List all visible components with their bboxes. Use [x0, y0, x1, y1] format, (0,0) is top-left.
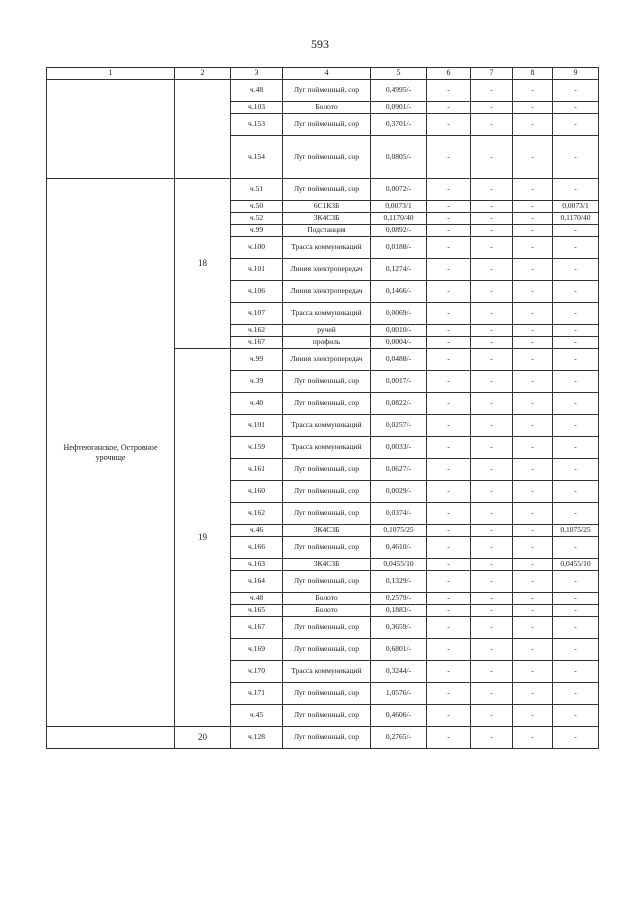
cell-c3: ч.103 — [231, 102, 283, 114]
cell-c8: - — [513, 80, 553, 102]
cell-c3: ч.164 — [231, 571, 283, 593]
cell-c4: 6С1К3Б — [283, 201, 371, 213]
cell-c5: 0,0017/- — [371, 371, 427, 393]
cell-c4: Луг пойменный, сор — [283, 114, 371, 136]
cell-c4: Луг пойменный, сор — [283, 537, 371, 559]
cell-c8: - — [513, 213, 553, 225]
cell-c6: - — [427, 437, 471, 459]
cell-c7: - — [471, 605, 513, 617]
cell-c3: ч.165 — [231, 605, 283, 617]
cell-c4: Болото — [283, 593, 371, 605]
cell-c9: - — [553, 437, 599, 459]
cell-c8: - — [513, 617, 553, 639]
cell-c4: Линия электропередач — [283, 281, 371, 303]
cell-c3: ч.160 — [231, 481, 283, 503]
cell-c8: - — [513, 259, 553, 281]
cell-c9: - — [553, 281, 599, 303]
cell-c4: Луг пойменный, сор — [283, 617, 371, 639]
cell-c3: ч.46 — [231, 525, 283, 537]
land-plots-table — [46, 67, 599, 749]
cell-c4: Луг пойменный, сор — [283, 459, 371, 481]
cell-c5: 1,0576/- — [371, 683, 427, 705]
cell-c5: 0,0029/- — [371, 481, 427, 503]
cell-c7: - — [471, 225, 513, 237]
cell-c7: - — [471, 281, 513, 303]
cell-c6: - — [427, 639, 471, 661]
cell-c4: Линия электропередач — [283, 349, 371, 371]
cell-c9: - — [553, 303, 599, 325]
cell-c6: - — [427, 303, 471, 325]
group-number-cell: 19 — [175, 349, 231, 727]
cell-c7: - — [471, 415, 513, 437]
cell-c4: Луг пойменный, сор — [283, 571, 371, 593]
header-cell: 4 — [283, 68, 371, 80]
cell-c4: Трасса коммуникаций — [283, 437, 371, 459]
cell-c6: - — [427, 415, 471, 437]
cell-c3: ч.169 — [231, 639, 283, 661]
cell-c4: ручей — [283, 325, 371, 337]
header-cell: 9 — [553, 68, 599, 80]
cell-c3: ч.167 — [231, 337, 283, 349]
cell-c8: - — [513, 201, 553, 213]
cell-c7: - — [471, 459, 513, 481]
cell-c5: 0,0073/1 — [371, 201, 427, 213]
cell-c3: ч.52 — [231, 213, 283, 225]
cell-c7: - — [471, 80, 513, 102]
cell-c7: - — [471, 237, 513, 259]
cell-c3: ч.39 — [231, 371, 283, 393]
cell-c8: - — [513, 102, 553, 114]
cell-c8: - — [513, 114, 553, 136]
cell-c7: - — [471, 559, 513, 571]
cell-c7: - — [471, 503, 513, 525]
cell-c5: 0,2579/- — [371, 593, 427, 605]
cell-c9: - — [553, 683, 599, 705]
cell-c7: - — [471, 201, 513, 213]
cell-c5: 0,0257/- — [371, 415, 427, 437]
cell-c4: Луг пойменный, сор — [283, 80, 371, 102]
cell-c5: 0,3701/- — [371, 114, 427, 136]
cell-c8: - — [513, 459, 553, 481]
cell-c6: - — [427, 337, 471, 349]
cell-c4: Трасса коммуникаций — [283, 303, 371, 325]
cell-c6: - — [427, 459, 471, 481]
cell-c5: 0,3244/- — [371, 661, 427, 683]
cell-c8: - — [513, 537, 553, 559]
cell-c7: - — [471, 114, 513, 136]
cell-c4: Трасса коммуникаций — [283, 415, 371, 437]
header-cell: 7 — [471, 68, 513, 80]
cell-c6: - — [427, 683, 471, 705]
cell-c3: ч.48 — [231, 80, 283, 102]
cell-c8: - — [513, 371, 553, 393]
cell-c3: ч.159 — [231, 437, 283, 459]
cell-c3: ч.170 — [231, 661, 283, 683]
cell-c8: - — [513, 325, 553, 337]
cell-c5: 0,1075/25 — [371, 525, 427, 537]
cell-c6: - — [427, 481, 471, 503]
cell-c4: Луг пойменный, сор — [283, 705, 371, 727]
cell-c6: - — [427, 349, 471, 371]
cell-c9: - — [553, 393, 599, 415]
cell-c6: - — [427, 593, 471, 605]
cell-c8: - — [513, 303, 553, 325]
cell-c6: - — [427, 727, 471, 749]
cell-c6: - — [427, 503, 471, 525]
cell-c9: 0,1075/25 — [553, 525, 599, 537]
cell-c4: 3К4С3Б — [283, 213, 371, 225]
table-body — [47, 68, 599, 749]
cell-c7: - — [471, 337, 513, 349]
cell-c9: - — [553, 415, 599, 437]
cell-c3: ч.50 — [231, 201, 283, 213]
table-row — [47, 179, 599, 201]
cell-c5: 0,0188/- — [371, 237, 427, 259]
cell-c9: - — [553, 102, 599, 114]
cell-c5: 0,0004/- — [371, 337, 427, 349]
header-cell: 6 — [427, 68, 471, 80]
cell-c4: Линия электропередач — [283, 259, 371, 281]
cell-c8: - — [513, 415, 553, 437]
cell-c5: 0,0072/- — [371, 179, 427, 201]
cell-c8: - — [513, 525, 553, 537]
cell-c7: - — [471, 537, 513, 559]
cell-c9: - — [553, 503, 599, 525]
cell-c6: - — [427, 617, 471, 639]
cell-c3: ч.106 — [231, 281, 283, 303]
cell-c9: - — [553, 481, 599, 503]
cell-c5: 0,0069/- — [371, 303, 427, 325]
cell-c9: - — [553, 705, 599, 727]
cell-c8: - — [513, 559, 553, 571]
cell-c5: 0,4606/- — [371, 705, 427, 727]
cell-c5: 0,1274/- — [371, 259, 427, 281]
cell-c5: 0,3659/- — [371, 617, 427, 639]
cell-c5: 0,4995/- — [371, 80, 427, 102]
cell-c7: - — [471, 213, 513, 225]
cell-c7: - — [471, 639, 513, 661]
cell-c7: - — [471, 727, 513, 749]
cell-c6: - — [427, 201, 471, 213]
cell-c9: 0,0455/10 — [553, 559, 599, 571]
cell-c3: ч.100 — [231, 237, 283, 259]
cell-c8: - — [513, 571, 553, 593]
cell-c5: 0,0033/- — [371, 437, 427, 459]
cell-c4: Трасса коммуникаций — [283, 661, 371, 683]
cell-c9: - — [553, 537, 599, 559]
cell-c5: 0,0805/- — [371, 136, 427, 179]
cell-c9: - — [553, 661, 599, 683]
cell-c9: - — [553, 349, 599, 371]
cell-c4: Луг пойменный, сор — [283, 727, 371, 749]
cell-c5: 0,4610/- — [371, 537, 427, 559]
cell-c7: - — [471, 617, 513, 639]
cell-c9: - — [553, 225, 599, 237]
cell-c6: - — [427, 102, 471, 114]
cell-c9: - — [553, 571, 599, 593]
cell-c6: - — [427, 559, 471, 571]
cell-c7: - — [471, 571, 513, 593]
cell-c5: 0,0822/- — [371, 393, 427, 415]
cell-c9: - — [553, 459, 599, 481]
cell-c7: - — [471, 259, 513, 281]
location-cell: Нефтеюганское, Островное урочище — [47, 179, 175, 727]
cell-c5: 0,1170/40 — [371, 213, 427, 225]
cell-c4: Луг пойменный, сор — [283, 371, 371, 393]
cell-c4: 3К4С3Б — [283, 525, 371, 537]
cell-c7: - — [471, 525, 513, 537]
cell-c7: - — [471, 349, 513, 371]
cell-c6: - — [427, 114, 471, 136]
cell-c5: 0,0901/- — [371, 102, 427, 114]
location-cell — [47, 80, 175, 179]
cell-c3: ч.101 — [231, 259, 283, 281]
cell-c3: ч.45 — [231, 705, 283, 727]
cell-c3: ч.40 — [231, 393, 283, 415]
cell-c4: Луг пойменный, сор — [283, 683, 371, 705]
cell-c7: - — [471, 481, 513, 503]
cell-c3: ч.99 — [231, 349, 283, 371]
cell-c6: - — [427, 525, 471, 537]
cell-c3: ч.48 — [231, 593, 283, 605]
location-cell — [47, 727, 175, 749]
cell-c8: - — [513, 661, 553, 683]
cell-c9: - — [553, 727, 599, 749]
cell-c7: - — [471, 593, 513, 605]
cell-c6: - — [427, 136, 471, 179]
cell-c4: Болото — [283, 102, 371, 114]
cell-c3: ч.107 — [231, 303, 283, 325]
cell-c3: ч.162 — [231, 325, 283, 337]
page-number: 593 — [311, 37, 329, 51]
cell-c7: - — [471, 661, 513, 683]
cell-c5: 0,0455/10 — [371, 559, 427, 571]
cell-c3: ч.154 — [231, 136, 283, 179]
cell-c3: ч.99 — [231, 225, 283, 237]
cell-c8: - — [513, 503, 553, 525]
cell-c3: ч.171 — [231, 683, 283, 705]
cell-c9: - — [553, 237, 599, 259]
cell-c3: ч.153 — [231, 114, 283, 136]
cell-c6: - — [427, 371, 471, 393]
cell-c3: ч.101 — [231, 415, 283, 437]
cell-c5: 0,0627/- — [371, 459, 427, 481]
cell-c5: 0,0892/- — [371, 225, 427, 237]
cell-c9: - — [553, 337, 599, 349]
cell-c6: - — [427, 179, 471, 201]
cell-c9: - — [553, 639, 599, 661]
cell-c5: 0,1883/- — [371, 605, 427, 617]
group-number-cell: 18 — [175, 179, 231, 349]
cell-c3: ч.162 — [231, 503, 283, 525]
cell-c8: - — [513, 237, 553, 259]
cell-c5: 0,0010/- — [371, 325, 427, 337]
cell-c8: - — [513, 683, 553, 705]
cell-c4: Луг пойменный, сор — [283, 481, 371, 503]
cell-c8: - — [513, 225, 553, 237]
cell-c9: - — [553, 371, 599, 393]
cell-c9: - — [553, 114, 599, 136]
group-number-cell: 20 — [175, 727, 231, 749]
cell-c5: 0,6801/- — [371, 639, 427, 661]
cell-c3: ч.166 — [231, 537, 283, 559]
header-cell: 5 — [371, 68, 427, 80]
cell-c8: - — [513, 337, 553, 349]
cell-c9: - — [553, 593, 599, 605]
cell-c6: - — [427, 237, 471, 259]
cell-c7: - — [471, 437, 513, 459]
cell-c6: - — [427, 281, 471, 303]
cell-c3: ч.167 — [231, 617, 283, 639]
cell-c9: - — [553, 325, 599, 337]
header-cell: 8 — [513, 68, 553, 80]
cell-c4: Луг пойменный, сор — [283, 503, 371, 525]
cell-c4: Луг пойменный, сор — [283, 179, 371, 201]
cell-c4: Подстанция — [283, 225, 371, 237]
cell-c7: - — [471, 325, 513, 337]
header-cell: 2 — [175, 68, 231, 80]
cell-c6: - — [427, 80, 471, 102]
cell-c6: - — [427, 225, 471, 237]
cell-c6: - — [427, 393, 471, 415]
cell-c4: Трасса коммуникаций — [283, 237, 371, 259]
cell-c5: 0,0374/- — [371, 503, 427, 525]
cell-c6: - — [427, 605, 471, 617]
cell-c6: - — [427, 537, 471, 559]
cell-c9: - — [553, 80, 599, 102]
cell-c9: - — [553, 179, 599, 201]
cell-c8: - — [513, 179, 553, 201]
cell-c9: - — [553, 136, 599, 179]
cell-c8: - — [513, 281, 553, 303]
header-row — [47, 68, 599, 80]
cell-c5: 0,1466/- — [371, 281, 427, 303]
cell-c4: Луг пойменный, сор — [283, 639, 371, 661]
cell-c9: 0,0073/1 — [553, 201, 599, 213]
cell-c7: - — [471, 683, 513, 705]
table-row — [47, 80, 599, 102]
cell-c9: - — [553, 617, 599, 639]
cell-c6: - — [427, 705, 471, 727]
cell-c7: - — [471, 102, 513, 114]
cell-c7: - — [471, 393, 513, 415]
cell-c4: Луг пойменный, сор — [283, 393, 371, 415]
cell-c7: - — [471, 303, 513, 325]
cell-c7: - — [471, 371, 513, 393]
cell-c4: Болото — [283, 605, 371, 617]
cell-c5: 0,0488/- — [371, 349, 427, 371]
cell-c6: - — [427, 259, 471, 281]
cell-c4: Луг пойменный, сор — [283, 136, 371, 179]
cell-c8: - — [513, 639, 553, 661]
cell-c5: 0,1329/- — [371, 571, 427, 593]
cell-c6: - — [427, 325, 471, 337]
cell-c8: - — [513, 605, 553, 617]
cell-c6: - — [427, 661, 471, 683]
group-number-cell — [175, 80, 231, 179]
cell-c9: - — [553, 605, 599, 617]
cell-c5: 0,2765/- — [371, 727, 427, 749]
cell-c7: - — [471, 136, 513, 179]
cell-c9: 0,1170/40 — [553, 213, 599, 225]
cell-c3: ч.163 — [231, 559, 283, 571]
cell-c8: - — [513, 349, 553, 371]
cell-c3: ч.161 — [231, 459, 283, 481]
cell-c6: - — [427, 571, 471, 593]
header-cell: 3 — [231, 68, 283, 80]
cell-c8: - — [513, 727, 553, 749]
cell-c4: 3К4С3Б — [283, 559, 371, 571]
cell-c8: - — [513, 593, 553, 605]
cell-c8: - — [513, 393, 553, 415]
header-cell: 1 — [47, 68, 175, 80]
cell-c3: ч.128 — [231, 727, 283, 749]
cell-c7: - — [471, 705, 513, 727]
cell-c4: профиль — [283, 337, 371, 349]
cell-c8: - — [513, 437, 553, 459]
cell-c7: - — [471, 179, 513, 201]
cell-c9: - — [553, 259, 599, 281]
cell-c8: - — [513, 136, 553, 179]
cell-c8: - — [513, 481, 553, 503]
cell-c8: - — [513, 705, 553, 727]
cell-c6: - — [427, 213, 471, 225]
cell-c3: ч.51 — [231, 179, 283, 201]
table-row — [47, 727, 599, 749]
